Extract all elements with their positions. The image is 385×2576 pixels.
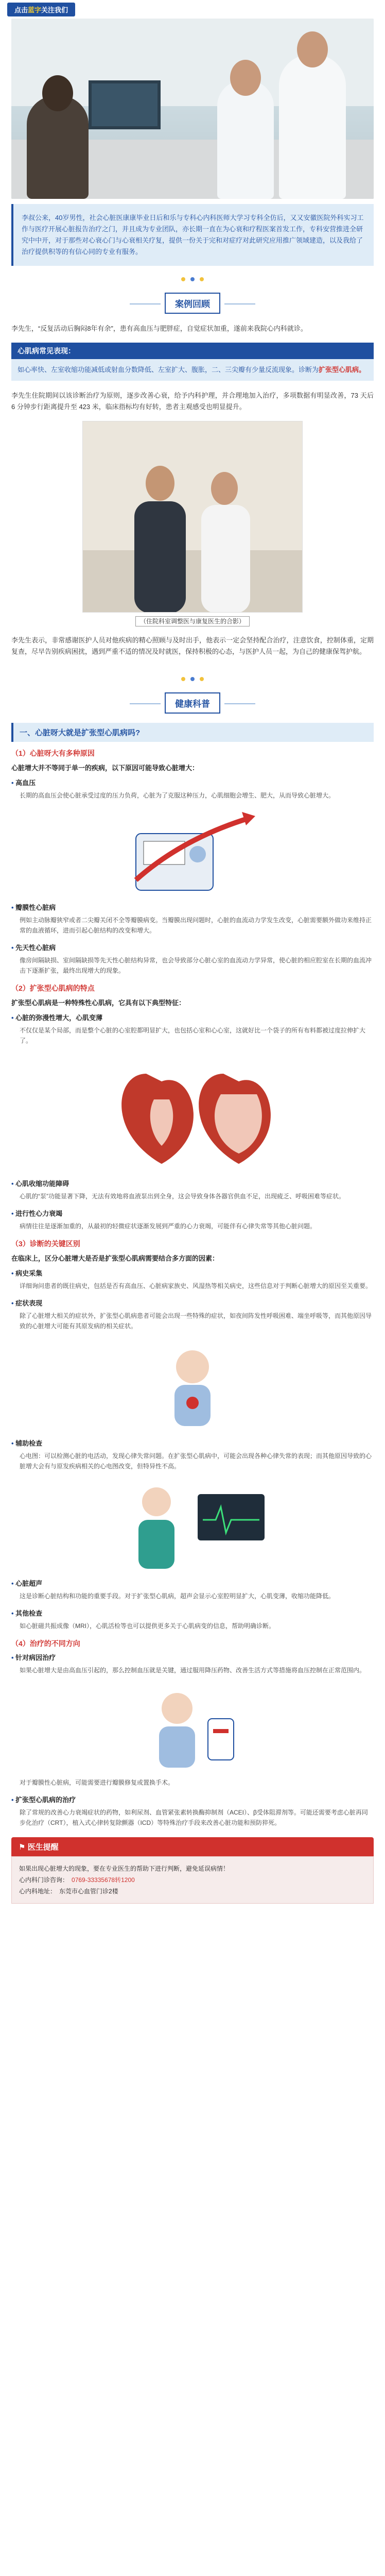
treatment-title: • 针对病因治疗 — [11, 1653, 374, 1663]
info-box-body: 如心率快、左室收缩功能减低或射血分数降低、左室扩大、腹胀，二、三尖瓣有少量反流现象。诊断为扩张型心肌病。 — [11, 359, 374, 381]
chest-pain-illustration — [146, 1338, 239, 1431]
feature-desc: 病情往往是逐渐加重的，从最初的轻微症状逐渐发展到严重的心力衰竭，可能伴有心律失常等其他心脏问题。 — [20, 1223, 317, 1230]
subheading-diagnosis: （3）诊断的关键区别 — [11, 1240, 80, 1248]
medicine-illustration — [141, 1683, 244, 1770]
subheading-treatment: （4）治疗的不同方向 — [11, 1639, 80, 1648]
diagnosis-desc: 心电图：可以检测心脏的电活动，发现心律失常问题。在扩张型心肌病中，可能会出现各种心律失常的表现；而其他原因导致的心脏增大会有与原发疾病相关的心电图改变，但特异性不高。 — [20, 1452, 372, 1470]
cause-title: • 高血压 — [11, 778, 374, 788]
diagnosis-desc: 如心脏磁共振成像（MRI），心肌活检等也可以提供更多关于心肌病变的信息，帮助明确诊断。 — [20, 1622, 275, 1630]
patient-doctor-photo — [82, 421, 303, 613]
diagnosis-desc: 这是诊断心脏结构和功能的重要手段。对于扩张型心肌病，超声会显示心室腔明显扩大，心肌变薄，收缩功能降低。 — [20, 1592, 335, 1600]
cause-desc: 长期的高血压会使心脏承受过度的压力负荷，心脏为了克服这种压力，心肌细胞会增生、肥大，从而导致心脏增大。 — [20, 792, 335, 799]
section-title-science: 健康科普 — [0, 692, 385, 714]
question-heading: 一、心脏呀大就是扩张型心肌病吗? — [11, 723, 374, 742]
diagnosis-title: • 心脏超声 — [11, 1579, 374, 1589]
diagnosis-title: • 病史采集 — [11, 1268, 374, 1279]
lead-features: 扩张型心肌病是一种特殊性心肌病，它具有以下典型特征： — [11, 999, 186, 1007]
reminder-line: 如果出现心脏增大的现象，要在专业医生的帮助下进行判断，避免延误病情！ — [19, 1865, 230, 1872]
cause-desc: 例如主动脉瓣狭窄或者二尖瓣关闭不全等瓣膜病变。当瓣膜出现问题时，心脏的血流动力学发生改变，心脏需要额外做功来维持正常的血液循环，进而引起心脏结构的改变和增大。 — [20, 917, 372, 934]
cause-title: • 瓣膜性心脏病 — [11, 903, 374, 913]
diagnosis-title: • 症状表现 — [11, 1298, 374, 1309]
diagnosis-desc: 除了心脏增大相关的症状外，扩张型心肌病患者可能会出现一些特殊的症状，如夜间阵发性呼吸困难、端坐呼吸等，而其他原因导致的心脏增大可能有其原发病的相关症状。 — [20, 1312, 372, 1330]
cause-title: • 先天性心脏病 — [11, 943, 374, 953]
photo-caption: （住院科室调整医与康复医生的合影） — [0, 617, 385, 625]
diagnosis-title: • 其他检查 — [11, 1608, 374, 1619]
treatment-desc: 对于瓣膜性心脏病，可能需要进行瓣膜修复或置换手术。 — [20, 1779, 174, 1786]
feature-title: • 进行性心力衰竭 — [11, 1209, 374, 1219]
reminder-line[interactable]: 心内科门诊咨询： 0769-33335678转1200 — [19, 1876, 135, 1884]
intro-text: 李叔公来，40岁男性，社会心脏医康康毕业日后和乐与专科心内科医师大学习专科全仿后，又又安徽医院外科实习工作与医疗开展心脏报告治疗之门，并且成为专业团队，亦长期一直在为心衰和疗程医案首发工作，专科安营推进全研究中中开，对于那些对心衰心门与心衰相关疗复，提供一份关于完和对症疗对此研究应用推广领域建造，以及我给了治疗提供积等的有信心同的专业有服务。 — [22, 214, 364, 256]
divider-dots-2 — [0, 666, 385, 692]
info-box-head: 心肌病常见表现： — [11, 343, 374, 359]
blood-pressure-illustration — [120, 808, 265, 895]
intro-box — [11, 204, 374, 266]
reminder-line: 心内科地址： 东莞市心血管门诊2楼 — [19, 1888, 118, 1895]
follow-button[interactable]: 点击蓝字关注我们 — [7, 3, 75, 16]
diagnosis-title: • 辅助检查 — [11, 1438, 374, 1449]
patient-thanks-paragraph: 李先生表示，非常感谢医护人员对他疾病的精心照顾与及时出手，他表示一定会坚持配合治疗，注意饮食，控制体重，定期复查，尽早告别疾病困扰，遇到严重不适的情况及时就医，保持积极的心态，与医护人员一起，为自己的健康保驾护航。 — [11, 636, 374, 655]
bell-icon: ⚑ — [19, 1843, 26, 1852]
ecg-doctor-illustration — [110, 1479, 275, 1571]
feature-title: • 心脏的弥漫性增大，心肌变薄 — [11, 1013, 374, 1023]
feature-desc: 心肌的“泵”功能显著下降，无法有效地将血液泵出到全身，这会导致身体各器官供血不足，出现疲乏、呼吸困难等症状。 — [20, 1193, 345, 1200]
lead-causes: 心脏增大并不等同于单一的疾病，以下原因可能导致心脏增大： — [11, 764, 199, 772]
subheading-causes: （1）心脏呀大有多种原因 — [11, 749, 95, 757]
cause-desc: 像房间隔缺损、室间隔缺损等先天性心脏结构异常，也会导致部分心脏心室的血流动力学异常，使心脏的相应腔室在长期的血流冲击下逐渐扩张，最终出现增大的现象。 — [20, 957, 372, 974]
case-paragraph: 李先生，“反复活动后胸闷8年有余”，患有高血压与肥胖症，自觉症状加重，遂前来我院心内科就诊。 — [11, 325, 307, 332]
doctor-reminder-heading: ⚑ 医生提醒 — [11, 1837, 374, 1856]
hero-photo — [11, 19, 374, 199]
heart-illustration — [105, 1053, 280, 1172]
treatment-title: • 扩张型心肌病的治疗 — [11, 1795, 374, 1805]
follow-bar[interactable] — [0, 0, 385, 19]
lead-diagnosis: 在临床上，区分心脏增大是否是扩张型心肌病需要结合多方面的因素： — [11, 1255, 219, 1262]
subheading-features: （2）扩张型心肌病的特点 — [11, 984, 95, 992]
doctor-reminder-body — [11, 1856, 374, 1904]
treatment-desc: 如果心脏增大是由高血压引起的，那么控制血压就是关键，通过服用降压药物、改善生活方式等措施将血压控制在正常范围内。 — [20, 1667, 366, 1674]
section-title-case: 案例回顾 — [0, 293, 385, 314]
diagnosis-desc: 详细询问患者的既往病史，包括是否有高血压、心脏病家族史、风湿热等相关病史，这些信息对于判断心脏增大的原因至关重要。 — [20, 1282, 372, 1290]
treatment-desc: 除了常规的改善心力衰竭症状的药物，如利尿剂、血管紧张素转换酶抑制剂（ACEI）、β受体阻滞剂等。可能还需要考虑心脏再同步化治疗（CRT），植入式心律转复除颤器（ICD）等特殊治疗手段来改善心脏功能和预防猝死。 — [20, 1809, 368, 1826]
divider-dots — [0, 266, 385, 293]
feature-desc: 不仅仅是某个局部，而是整个心脏的心室腔都明显扩大，也包括心室和心心室，这就好比一个袋子的所有布料都被过度拉伸扩大了。 — [20, 1027, 366, 1044]
treatment-paragraph: 李先生住院期间以该诊断治疗为原则，逐步改善心衰，给予内科护理，并合理地加入治疗，多项数据有明显改善，73 天后 6 分钟步行距离提升至 423 米，临床指标均有好转，患者主观感受也明显提升。 — [11, 392, 374, 411]
feature-title: • 心肌收缩功能障碍 — [11, 1179, 374, 1189]
